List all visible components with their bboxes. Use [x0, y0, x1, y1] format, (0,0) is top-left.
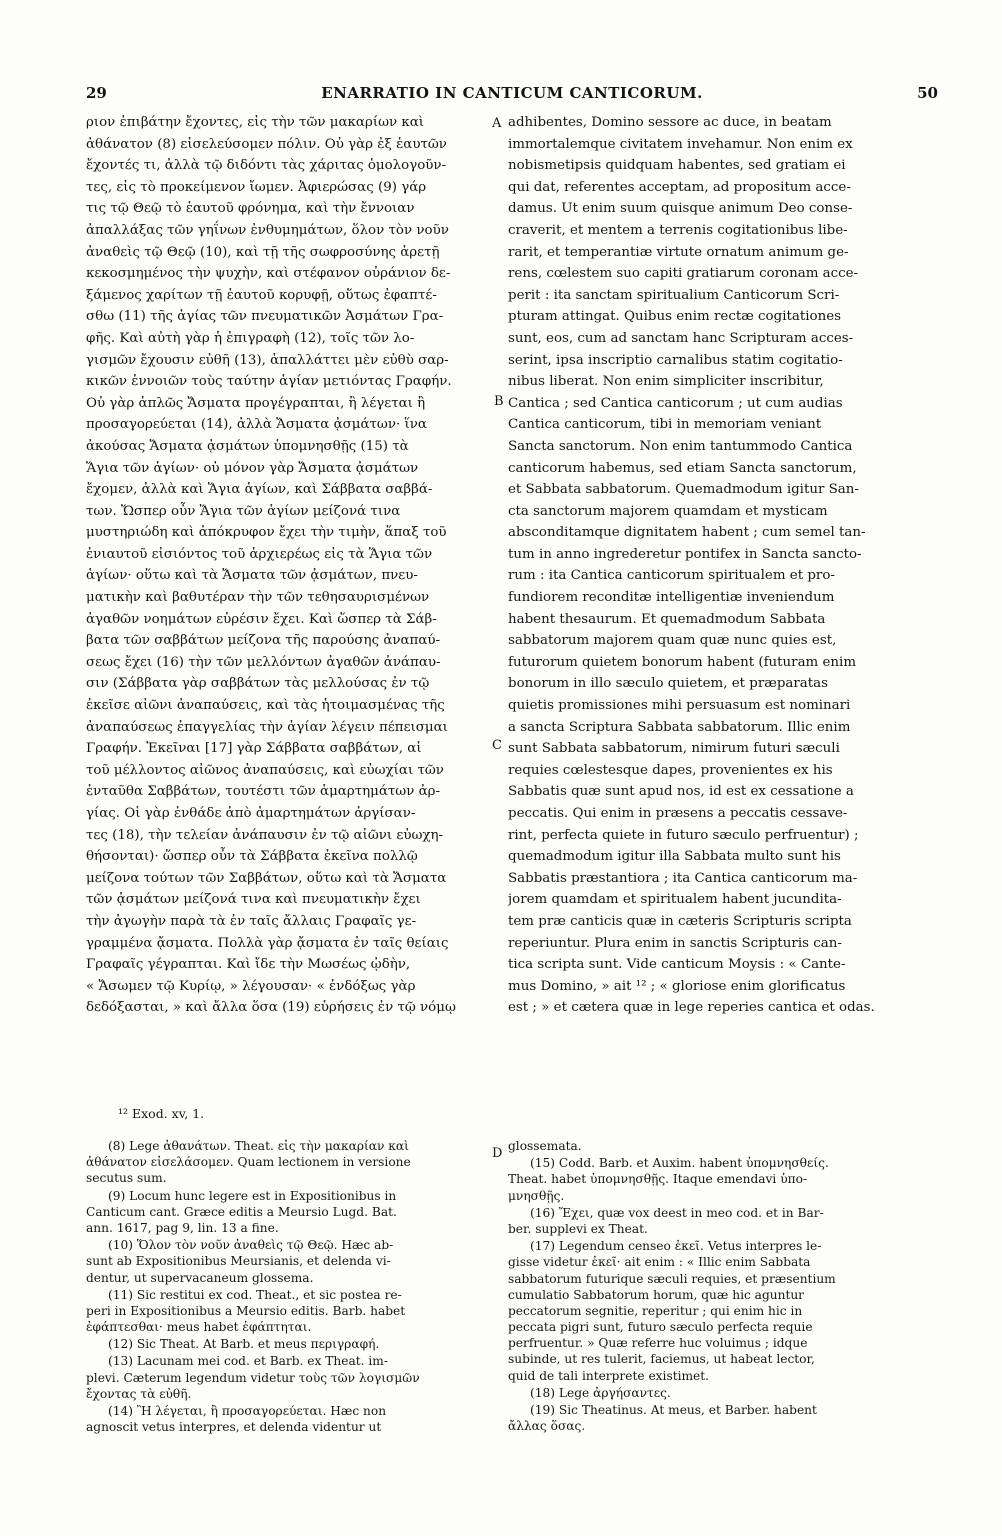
footnote-line: quid de tali interprete existimet. — [508, 1368, 710, 1383]
text-line: sunt, eos, cum ad sanctam hanc Scripturam acces- — [508, 330, 854, 346]
text-line: Cantica canticorum, tibi in memoriam veniant — [508, 417, 822, 433]
footnote — [508, 1385, 938, 1401]
text-line: ἀναπαύσεως ἐπαγγελίας τὴν ἁγίαν λέγειν πέπεισμαι — [86, 719, 448, 735]
footnote-line: (13) Lacunam mei cod. et Barb. ex Theat. im- — [108, 1354, 388, 1369]
footnote-line: dentur, ut supervacaneum glossema. — [86, 1270, 314, 1285]
text-line: absconditamque dignitatem habent ; cum semel tan- — [508, 525, 866, 541]
text-line: γίας. Οἱ γὰρ ἐνθάδε ἀπὸ ἁμαρτημάτων ἀργίσαν- — [86, 806, 416, 821]
text-line: μείζονα τούτων τῶν Σαββάτων, οὕτω καὶ τὰ Ἄσματα — [86, 870, 447, 886]
text-line: δεδόξασται, » καὶ ἄλλα ὅσα (19) εὑρήσεις ἐν τῷ νόμῳ — [86, 1000, 456, 1016]
footnote-line: sunt ab Expositionibus Meursianis, et delenda vi- — [86, 1254, 391, 1269]
footnote — [86, 1403, 490, 1435]
text-line: sunt Sabbata sabbatorum, nimirum futuri sæculi — [508, 741, 840, 757]
text-line: tica scripta sunt. Vide canticum Moysis : « Cante- — [508, 957, 846, 973]
text-line: est ; » et cætera quæ in lege reperies cantica et odas. — [508, 1000, 875, 1016]
text-line: ἀπαλλάξας τῶν γηΐνων ἐνθυμημάτων, ὅλον τὸν νοῦν — [86, 222, 449, 238]
footnote-line: (9) Locum hunc legere est in Expositionibus in — [108, 1188, 397, 1203]
text-line: τες (18), τὴν τελείαν ἀνάπαυσιν ἐν τῷ αἰῶνι εὐωχη- — [86, 827, 444, 843]
text-line: ἀγαθῶν νοημάτων εὑρέσιν ἔχει. Καὶ ὥσπερ τὰ Σάβ- — [86, 611, 437, 627]
text-line: Γραφαῖς γέγραπται. Καὶ ἴδε τὴν Μωσέως ᾠδὴν, — [86, 957, 411, 973]
text-line: canticorum habemus, sed etiam Sancta sanctorum, — [508, 460, 857, 476]
text-line: των. Ὥσπερ οὖν Ἅγια τῶν ἁγίων μείζονά τινα — [86, 503, 401, 519]
text-line: ἁγίων· οὕτω καὶ τὰ Ἄσματα τῶν ᾀσμάτων, πνευ- — [86, 568, 418, 584]
footnote-line: agnoscit vetus interpres, et delenda videntur ut — [86, 1420, 382, 1435]
footnote-line: ber. supplevi ex Theat. — [508, 1221, 648, 1236]
page-number-left: 29 — [86, 84, 107, 102]
text-line: τες, εἰς τὸ προκείμενον ἴωμεν. Ἀφιερώσας (9) γάρ — [86, 179, 427, 195]
text-line: ἀκούσας Ἄσματα ᾀσμάτων ὑπομνησθῇς (15) τὰ — [86, 438, 409, 454]
text-line: Ἅγια τῶν ἁγίων· οὐ μόνον γὰρ Ἄσματα ᾀσμάτων — [86, 460, 419, 476]
text-line: tum in anno ingrederetur pontifex in Sancta sancto- — [508, 546, 862, 562]
text-line: τοῦ μέλλοντος αἰῶνος ἀναπαύσεις, καὶ εὐωχίαι τῶν — [86, 762, 444, 778]
text-line: ἐκεῖσε αἰῶνι ἀναπαύσεις, καὶ τὰς ἡτοιμασμένας τῆς — [86, 698, 445, 714]
text-line: Sancta sanctorum. Non enim tantummodo Cantica — [508, 438, 853, 454]
text-line: ξάμενος χαρίτων τῇ ἑαυτοῦ κορυφῇ, οὕτως ἐφαπτέ- — [86, 287, 437, 303]
text-line: ματικὴν καὶ βαθυτέραν τὴν τῶν τεθησαυρισμένων — [86, 590, 430, 606]
footnote-line: Canticum cant. Græce editis a Meursio Lugd. Bat. — [86, 1204, 397, 1219]
running-header — [86, 84, 938, 112]
text-line: adhibentes, Domino sessore ac duce, in beatam — [508, 115, 832, 130]
footnote-line: (16) Ἔχει, quæ vox deest in meo cod. et in Bar- — [530, 1205, 824, 1220]
footnote-line: (15) Codd. Barb. et Auxim. habent ὑπομνησθείς. — [530, 1156, 829, 1171]
text-line: quemadmodum igitur illa Sabbata multo sunt his — [508, 849, 841, 865]
footnote-line: Theat. habet ὑπομνησθῇς. Itaque emendavi ὑπο- — [508, 1172, 808, 1187]
text-line: κικῶν ἐννοιῶν τοὺς ταύτην ἁγίαν μετιόντας Γραφήν. — [86, 374, 452, 390]
footnote-line: perfruentur. » Quæ referre huc voluimus ; idque — [508, 1336, 808, 1351]
text-line: rint, perfecta quiete in futuro sæculo perfruentur) ; — [508, 827, 859, 843]
text-line: θήσονται)· ὥσπερ οὖν τὰ Σάββατα ἐκεῖνα πολλῷ — [86, 849, 418, 865]
text-line: σθω (11) τῆς ἁγίας τῶν πνευματικῶν Ἀσμάτων Γρα- — [86, 309, 444, 325]
margin-marker-a: A — [492, 116, 502, 131]
text-line: qui dat, referentes acceptam, ad propositum acce- — [508, 179, 851, 195]
footnote-line: μνησθῇς. — [508, 1188, 565, 1203]
scripture-reference-note: ¹² Exod. xv, 1. — [118, 1106, 205, 1121]
text-line: ἔχομεν, ἀλλὰ καὶ Ἅγια ἁγίων, καὶ Σάββατα σαββά- — [86, 482, 433, 498]
footnote-line: (8) Lege ἀθανάτων. Theat. εἰς τὴν μακαρίαν καὶ — [108, 1139, 409, 1153]
footnote-line: ἀθάνατον εἰσελάσομεν. Quam lectionem in versione — [86, 1155, 411, 1170]
text-line: quietis promissiones mihi persuasum est nominari — [508, 698, 851, 714]
text-line: φῆς. Καὶ αὐτὴ γὰρ ἡ ἐπιγραφὴ (12), τοῖς τῶν λο- — [86, 330, 415, 346]
text-line: ἔχοντές τι, ἀλλὰ τῷ διδόντι τὰς χάριτας ὁμολογοῦν- — [86, 158, 447, 174]
footnote — [508, 1155, 938, 1204]
footnote-line: gisse videtur ἐκεῖ· ait enim : « Illic enim Sabbata — [508, 1255, 811, 1270]
footnote-line: glossemata. — [508, 1139, 582, 1153]
footnote-line: peri in Expositionibus a Meursio editis. Barb. habet — [86, 1303, 406, 1318]
text-line: pturam attingat. Quibus enim rectæ cogitationes — [508, 309, 841, 325]
text-line: γισμῶν ἔχουσιν εὐθῆ (13), ἀπαλλάττει μὲν εὐθὺ σαρ- — [86, 352, 449, 368]
latin-text-column — [508, 112, 938, 1019]
text-line: rens, cœlestem suo capiti gratiarum coronam acce- — [508, 266, 859, 282]
text-line: ἀθάνατον (8) εἰσελεύσομεν πόλιν. Οὐ γὰρ ἐξ ἑαυτῶν — [86, 136, 447, 152]
footnote — [86, 1353, 490, 1402]
text-line: rum : ita Cantica canticorum spiritualem et pro- — [508, 568, 835, 584]
footnote-line: (14) Ἢ λέγεται, ἢ προσαγορεύεται. Hæc non — [108, 1404, 387, 1418]
footnote-line: (11) Sic restitui ex cod. Theat., et sic postea re- — [108, 1287, 402, 1302]
text-line: jorem quamdam et spiritualem habent jucundita- — [508, 892, 842, 908]
margin-marker-b: B — [494, 394, 504, 409]
text-line: rarit, et temperantiæ virtute ornatum animum ge- — [508, 244, 849, 260]
running-title: ENARRATIO IN CANTICUM CANTICORUM. — [321, 84, 703, 102]
footnote-line: ἄλλας ὅσας. — [508, 1419, 586, 1434]
footnote-line: ann. 1617, pag 9, lin. 13 a fine. — [86, 1220, 279, 1235]
text-line: σιν (Σάββατα γὰρ σαββάτων τὰς μελλούσας ἐν τῷ — [86, 676, 430, 692]
footnote-line: sabbatorum futurique sæculi requies, et præsentium — [508, 1271, 836, 1286]
footnote-line: (12) Sic Theat. At Barb. et meus περιγραφή. — [108, 1337, 380, 1352]
text-line: ἀναθεὶς τῷ Θεῷ (10), καὶ τῇ τῆς σωφροσύνης ἀρετῇ — [86, 244, 440, 260]
text-line: perit : ita sanctam spiritualium Canticorum Scri- — [508, 287, 840, 303]
footnote-line: peccatorum segnitie, reperitur ; qui enim hic in — [508, 1303, 803, 1318]
text-line: tem præ canticis quæ in cæteris Scripturis scripta — [508, 913, 852, 929]
margin-marker-c: C — [492, 738, 502, 753]
text-line: fundiorem reconditæ intelligentiæ inveniendum — [508, 590, 835, 606]
text-line: προσαγορεύεται (14), ἀλλὰ Ἄσματα ᾀσμάτων· ἵνα — [86, 417, 427, 433]
text-line: μυστηριώδη καὶ ἀπόκρυφον ἔχει τὴν τιμὴν, ἅπαξ τοῦ — [86, 525, 447, 541]
footnote-line: (19) Sic Theatinus. At meus, et Barber. habent — [530, 1403, 817, 1417]
footnote — [86, 1287, 490, 1336]
text-line: reperiuntur. Plura enim in sanctis Scripturis can- — [508, 935, 842, 951]
text-line: requies cœlestesque dapes, provenientes ex his — [508, 762, 833, 778]
text-line: immortalemque civitatem invehamur. Non enim ex — [508, 136, 853, 152]
footnote — [508, 1205, 938, 1237]
text-line: peccatis. Qui enim in præsens a peccatis cessave- — [508, 806, 848, 821]
footnotes-right-column — [508, 1138, 938, 1435]
text-line: γραμμένα ᾄσματα. Πολλὰ γὰρ ᾄσματα ἐν ταῖς θείαις — [86, 935, 449, 951]
text-line: futurorum quietem bonorum habent (futuram enim — [508, 654, 857, 670]
footnote-line: peccata pigri sunt, futuro sæculo perfecta requie — [508, 1320, 813, 1335]
footnote — [86, 1237, 490, 1286]
text-line: βατα τῶν σαββάτων μείζονα τῆς παρούσης ἀναπαύ- — [86, 633, 441, 649]
text-line: et Sabbata sabbatorum. Quemadmodum igitur San- — [508, 482, 859, 498]
text-line: Sabbatis præstantiora ; ita Cantica canticorum ma- — [508, 870, 858, 886]
footnote — [508, 1402, 938, 1434]
footnote — [86, 1336, 490, 1352]
footnote-line: cumulatio Sabbatorum horum, quæ hic aguntur — [508, 1287, 805, 1302]
footnote — [86, 1188, 490, 1237]
text-line: Cantica ; sed Cantica canticorum ; ut cum audias — [508, 395, 843, 411]
margin-marker-d: D — [492, 1146, 503, 1161]
text-line: τὴν ἀγωγὴν παρὰ τὰ ἐν ταῖς ἄλλαις Γραφαῖς γε- — [86, 913, 417, 929]
text-line: ἐνταῦθα Σαββάτων, τουτέστι τῶν ἁμαρτημάτων ἀρ- — [86, 784, 441, 800]
footnotes-left-column — [86, 1138, 490, 1436]
footnote-line: secutus sum. — [86, 1171, 167, 1186]
footnote-line: plevi. Cæterum legendum videtur τοὺς τῶν λογισμῶν — [86, 1370, 420, 1385]
footnote-line: subinde, ut res tulerit, faciemus, ut habeat lector, — [508, 1352, 815, 1367]
text-line: bonorum in illo sæculo quietem, et præparatas — [508, 676, 829, 692]
footnote-line: (18) Lege ἀργήσαντες. — [530, 1385, 671, 1400]
text-line: τις τῷ Θεῷ τὸ ἑαυτοῦ φρόνημα, καὶ τὴν ἔννοιαν — [86, 201, 415, 217]
text-line: nibus liberat. Non enim simpliciter inscribitur, — [508, 374, 824, 390]
text-line: damus. Ut enim suum quisque animum Deo conse- — [508, 201, 853, 217]
page-number-right: 50 — [917, 84, 938, 102]
text-line: Οὐ γὰρ ἁπλῶς Ἄσματα προγέγραπται, ἢ λέγεται ἢ — [86, 395, 426, 411]
text-line: craverit, et mentem a terrenis cogitationibus libe- — [508, 222, 848, 238]
text-line: Γραφήν. Ἐκεῖναι [17] γὰρ Σάββατα σαββάτων, αἱ — [86, 741, 422, 757]
text-line: τῶν ᾀσμάτων μείζονά τινα καὶ πνευματικὴν ἔχει — [86, 892, 421, 908]
footnote-line: ἔχοντας τὰ εὐθῆ. — [86, 1386, 192, 1401]
footnote — [508, 1138, 938, 1154]
text-line: ριον ἐπιβάτην ἔχοντες, εἰς τὴν τῶν μακαρίων καὶ — [86, 115, 425, 130]
footnote-line: ἐφάπτεσθαι· meus habet ἐφάπτηται. — [86, 1320, 312, 1335]
footnote — [508, 1238, 938, 1384]
text-line: κεκοσμημένος τὴν ψυχὴν, καὶ στέφανον οὐράνιον δε- — [86, 266, 451, 282]
text-line: Sabbatis quæ sunt apud nos, id est ex cessatione a — [508, 784, 854, 800]
greek-text-column — [86, 112, 490, 1019]
text-line: habent thesaurum. Et quemadmodum Sabbata — [508, 611, 826, 627]
text-line: serint, ipsa inscriptio carnalibus statim cogitatio- — [508, 352, 843, 368]
text-line: « Ἄσωμεν τῷ Κυρίῳ, » λέγουσαν· « ἐνδόξως γὰρ — [86, 978, 416, 994]
footnote — [86, 1138, 490, 1187]
footnote-line: (17) Legendum censeo ἐκεῖ. Vetus interpres le- — [530, 1239, 822, 1254]
text-line: nobismetipsis quidquam habentes, sed gratiam ei — [508, 158, 846, 174]
text-line: ἐνιαυτοῦ εἰσιόντος τοῦ ἀρχιερέως εἰς τὰ Ἅγια τῶν — [86, 546, 433, 562]
text-line: cta sanctorum majorem quamdam et mysticam — [508, 503, 828, 519]
text-line: sabbatorum majorem quam quæ nunc quies est, — [508, 633, 837, 649]
text-line: a sancta Scriptura Sabbata sabbatorum. Illic enim — [508, 719, 851, 735]
text-line: σεως ἔχει (16) τὴν τῶν μελλόντων ἀγαθῶν ἀνάπαυ- — [86, 654, 441, 670]
text-line: mus Domino, » ait ¹² ; « gloriose enim glorificatus — [508, 978, 846, 994]
footnote-line: (10) Ὅλον τὸν νοῦν ἀναθεὶς τῷ Θεῷ. Hæc ab- — [108, 1238, 394, 1253]
